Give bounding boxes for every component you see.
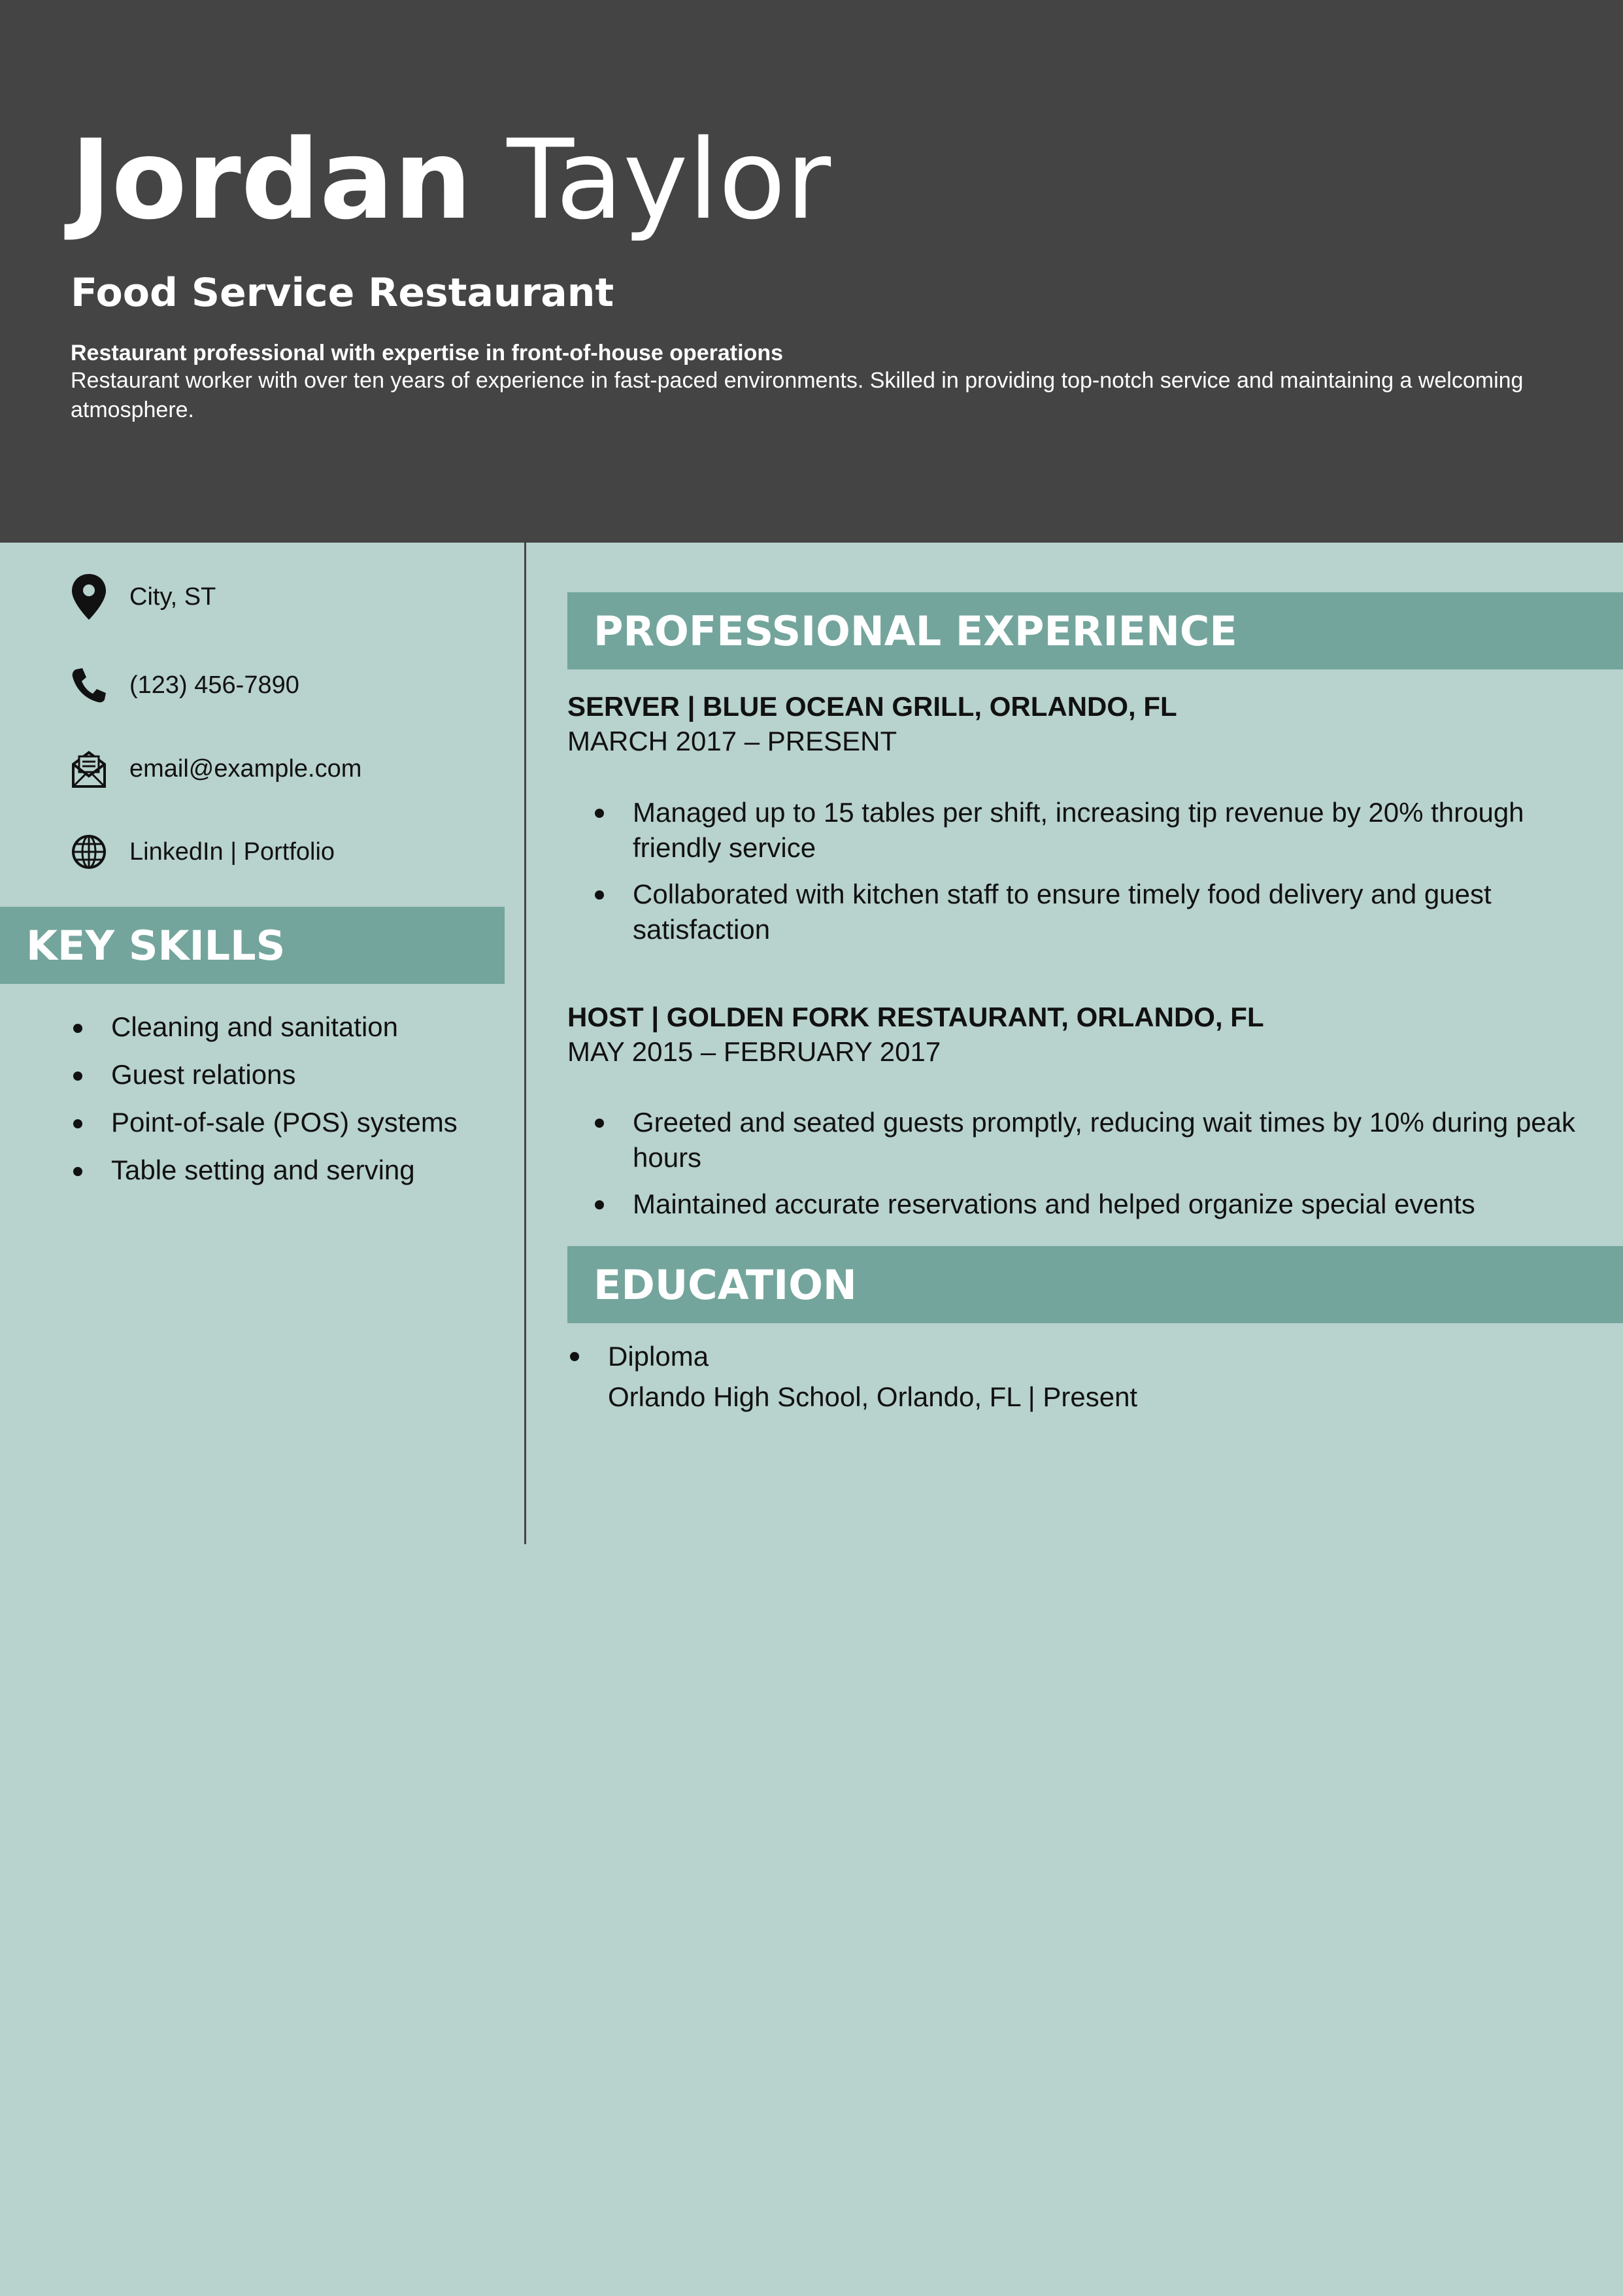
- job-title-heading: Food Service Restaurant: [71, 270, 614, 316]
- links-text: LinkedIn | Portfolio: [129, 838, 335, 866]
- job-title-server: SERVER | BLUE OCEAN GRILL, ORLANDO, FL: [567, 691, 1177, 722]
- phone-icon: [71, 662, 107, 708]
- job-bullet: Managed up to 15 tables per shift, increasing tip revenue by 20% through friendly service: [567, 795, 1587, 866]
- last-name: Taylor: [507, 116, 831, 244]
- job-bullets-host: [567, 1105, 1587, 1233]
- contact-location: [71, 574, 216, 620]
- skill-item: Guest relations: [71, 1051, 458, 1098]
- job-title-host: HOST | GOLDEN FORK RESTAURANT, ORLANDO, FL: [567, 1002, 1264, 1032]
- education-degree: Diploma: [608, 1341, 709, 1372]
- skill-item: Cleaning and sanitation: [71, 1003, 458, 1051]
- envelope-icon: [71, 746, 107, 792]
- contact-links: [71, 829, 335, 875]
- job-bullet: Collaborated with kitchen staff to ensure timely food delivery and guest satisfaction: [567, 877, 1587, 947]
- education-heading-bar: [567, 1246, 1623, 1323]
- job-bullet: Greeted and seated guests promptly, reducing wait times by 10% during peak hours: [567, 1105, 1587, 1175]
- key-skills-heading: KEY SKILLS: [26, 921, 286, 970]
- location-text: City, ST: [129, 583, 216, 611]
- skills-list: [71, 1003, 458, 1194]
- education-heading: EDUCATION: [594, 1260, 857, 1309]
- summary-text: Restaurant worker with over ten years of experience in fast-paced environments. Skilled in providing top-notch service and maintaining a welcoming atmosphere.: [71, 368, 1524, 422]
- resume-header: [0, 0, 1623, 543]
- candidate-name: [71, 114, 831, 245]
- experience-heading-bar: [567, 592, 1623, 669]
- key-skills-heading-bar: [0, 907, 505, 984]
- first-name: Jordan: [71, 116, 473, 244]
- education-entry: [567, 1336, 1587, 1417]
- phone-text: (123) 456-7890: [129, 671, 299, 699]
- job-bullet: Maintained accurate reservations and helped organize special events: [567, 1187, 1587, 1222]
- experience-heading: PROFESSIONAL EXPERIENCE: [594, 607, 1237, 655]
- skill-item: Table setting and serving: [71, 1146, 458, 1194]
- job-dates-server: MARCH 2017 – PRESENT: [567, 726, 897, 756]
- column-divider: [524, 543, 526, 1544]
- contact-email: [71, 746, 361, 792]
- summary-heading: Restaurant professional with expertise in front-of-house operations: [71, 341, 784, 365]
- job-bullets-server: [567, 795, 1587, 958]
- globe-icon: [71, 829, 107, 875]
- skill-item: Point-of-sale (POS) systems: [71, 1098, 458, 1146]
- job-dates-host: MAY 2015 – FEBRUARY 2017: [567, 1036, 941, 1067]
- email-text: email@example.com: [129, 755, 362, 783]
- location-pin-icon: [71, 574, 107, 620]
- education-school: Orlando High School, Orlando, FL | Present: [608, 1381, 1138, 1412]
- contact-phone: [71, 662, 299, 708]
